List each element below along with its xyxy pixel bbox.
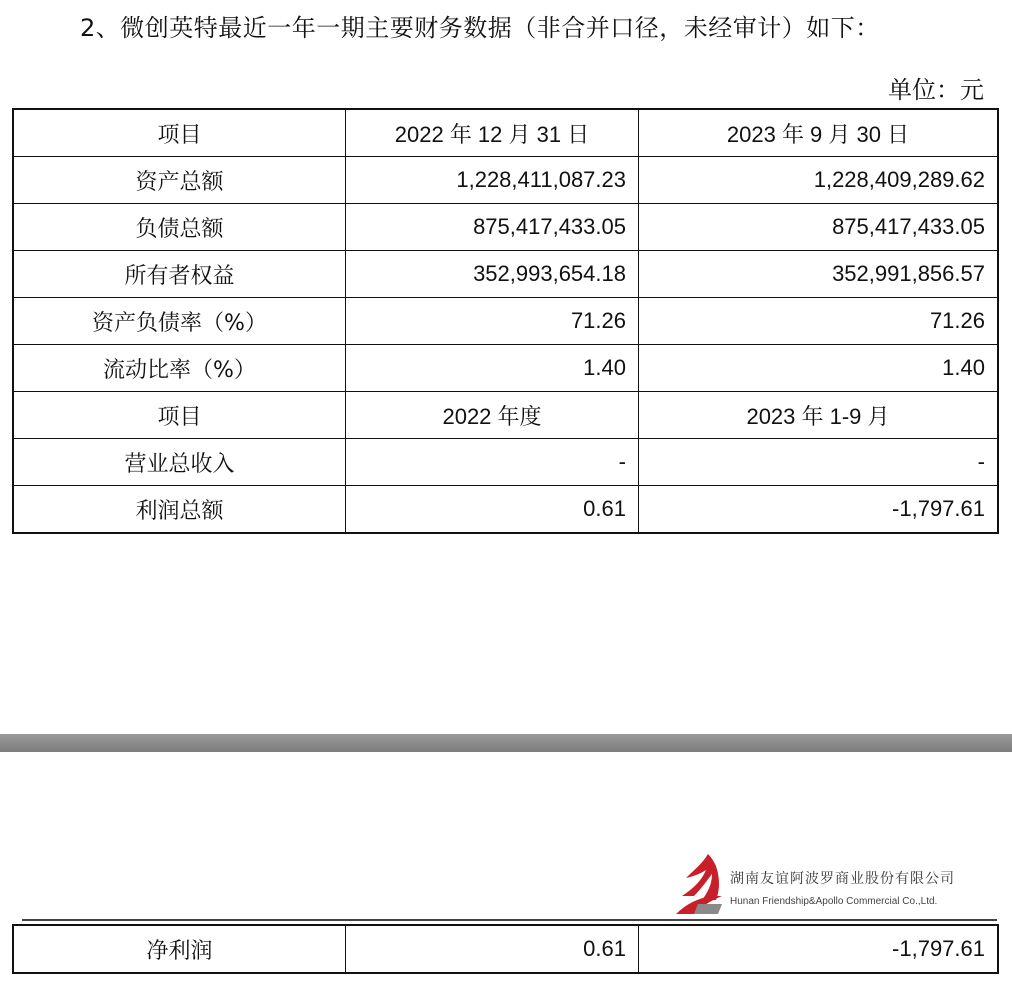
table-row xyxy=(13,204,998,251)
col-1-value: 875,417,433.05 xyxy=(346,204,639,251)
col-2-value: - xyxy=(639,439,999,486)
company-emblem-icon xyxy=(672,852,728,918)
row-label: 项目 xyxy=(13,392,346,439)
col-2-value: 875,417,433.05 xyxy=(639,204,999,251)
table-row xyxy=(13,298,998,345)
col-2-value: 2023 年 1-9 月 xyxy=(639,392,999,439)
col-1-value: 2022 年度 xyxy=(346,392,639,439)
row-label: 净利润 xyxy=(13,925,346,973)
col-1-value: 2022 年 12 月 31 日 xyxy=(346,109,639,157)
col-1-value: 352,993,654.18 xyxy=(346,251,639,298)
company-name-en: Hunan Friendship&Apollo Commercial Co.,Ltd. xyxy=(730,896,938,907)
row-label: 流动比率（%） xyxy=(13,345,346,392)
financial-data-table xyxy=(12,108,999,534)
row-label: 负债总额 xyxy=(13,204,346,251)
table-row xyxy=(13,157,998,204)
company-name-cn: 湖南友谊阿波罗商业股份有限公司 xyxy=(730,871,955,887)
col-2-value: -1,797.61 xyxy=(639,925,999,973)
col-2-value: 1.40 xyxy=(639,345,999,392)
section-heading: 2、微创英特最近一年一期主要财务数据（非合并口径，未经审计）如下： xyxy=(80,14,880,42)
table-row xyxy=(13,392,998,439)
table-row xyxy=(13,109,998,157)
company-logo xyxy=(672,852,982,918)
financial-data-table-continued xyxy=(12,924,999,974)
row-label: 资产总额 xyxy=(13,157,346,204)
row-label: 项目 xyxy=(13,109,346,157)
table-row xyxy=(13,251,998,298)
col-1-value: 1.40 xyxy=(346,345,639,392)
row-label: 营业总收入 xyxy=(13,439,346,486)
col-1-value: - xyxy=(346,439,639,486)
col-2-value: 2023 年 9 月 30 日 xyxy=(639,109,999,157)
table-row xyxy=(13,345,998,392)
table-row xyxy=(13,486,998,534)
row-label: 所有者权益 xyxy=(13,251,346,298)
col-2-value: -1,797.61 xyxy=(639,486,999,534)
col-2-value: 1,228,409,289.62 xyxy=(639,157,999,204)
col-2-value: 352,991,856.57 xyxy=(639,251,999,298)
col-1-value: 71.26 xyxy=(346,298,639,345)
col-1-value: 0.61 xyxy=(346,925,639,973)
row-label: 利润总额 xyxy=(13,486,346,534)
table-row xyxy=(13,925,998,973)
page-break-band xyxy=(0,734,1012,752)
unit-label: 单位：元 xyxy=(888,76,984,104)
row-label: 资产负债率（%） xyxy=(13,298,346,345)
table-row xyxy=(13,439,998,486)
header-divider xyxy=(22,919,997,921)
col-1-value: 0.61 xyxy=(346,486,639,534)
col-2-value: 71.26 xyxy=(639,298,999,345)
col-1-value: 1,228,411,087.23 xyxy=(346,157,639,204)
